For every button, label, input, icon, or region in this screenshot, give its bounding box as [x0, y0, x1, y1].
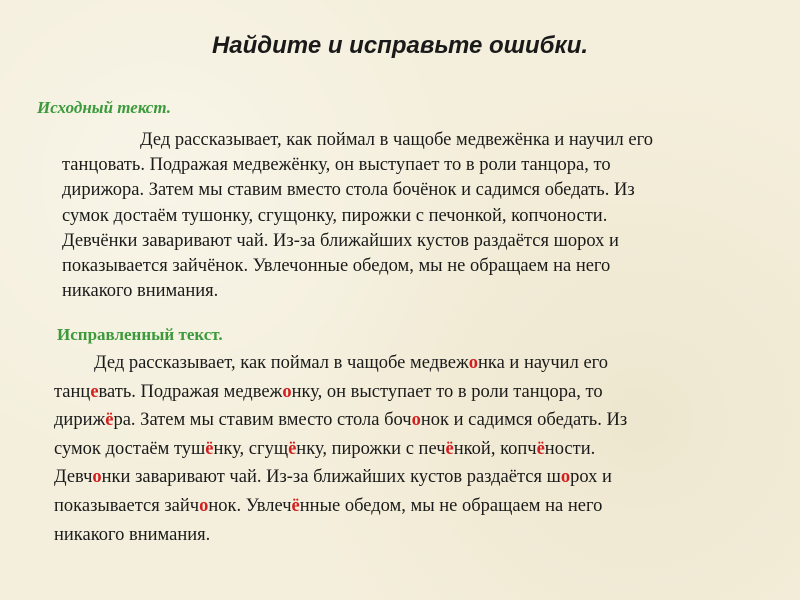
text-line: сумок достаём тушонку, сгущонку, пирожки с печонкой, копчоности. — [62, 205, 608, 226]
text-line: Дед рассказывает, как поймал в чащобе медвежёнка и научил его — [140, 130, 653, 150]
corrected-letter: о — [411, 410, 421, 431]
text-segment: рох и — [570, 467, 612, 488]
page-title: Найдите и исправьте ошибки. — [211, 32, 589, 59]
text-segment: нкой, копч — [453, 438, 537, 459]
text-segment: нные обедом, мы не обращаем на него — [299, 495, 603, 516]
text-segment: ра. Затем мы ставим вместо стола боч — [113, 410, 412, 431]
text-segment: нки заваривают чай. Из-за ближайших кустов раздаётся ш — [101, 467, 561, 488]
corrected-letter: ё — [205, 438, 214, 459]
text-segment: вать. Подражая медвеж — [98, 381, 283, 402]
text-line: танцовать. Подражая медвежёнку, он выступает то в роли танцора, то — [62, 155, 611, 176]
text-segment: Дед рассказывает, как поймал в чащобе медвеж — [94, 353, 469, 373]
corrected-letter: ё — [445, 438, 454, 459]
corrected-letter: ё — [291, 495, 300, 516]
text-line: показывается зайчёнок. Увлечонные обедом, мы не обращаем на него — [62, 256, 611, 277]
text-segment: нку, пирожки с печ — [296, 438, 446, 459]
text-segment: сумок достаём туш — [54, 438, 206, 459]
text-line — [54, 378, 754, 407]
original-text-paragraph — [62, 128, 762, 304]
corrected-letter: ё — [288, 438, 297, 459]
text-line: дирижора. Затем мы ставим вместо стола бочёнок и садимся обедать. Из — [62, 180, 635, 201]
text-line — [54, 349, 754, 378]
text-segment: никакого внимания. — [54, 524, 211, 545]
text-line: Девчёнки заваривают чай. Из-за ближайших кустов раздаётся шорох и — [62, 230, 619, 251]
text-line — [54, 521, 754, 550]
text-segment: показывается зайч — [54, 495, 200, 516]
corrected-text-heading: Исправленный текст. — [57, 325, 223, 344]
corrected-letter: ё — [536, 438, 545, 459]
corrected-letter: о — [199, 495, 209, 516]
text-segment: ности. — [544, 438, 596, 459]
text-segment: нку, сгущ — [213, 438, 289, 459]
corrected-letter: е — [90, 381, 99, 402]
text-segment: нку, он выступает то в роли танцора, то — [291, 381, 603, 402]
text-line: никакого внимания. — [62, 281, 219, 302]
corrected-text-paragraph — [54, 349, 754, 549]
text-segment: танц — [54, 381, 91, 402]
text-segment: нок. Увлеч — [208, 495, 292, 516]
text-segment: Девч — [54, 467, 93, 488]
text-segment: нок и садимся обедать. Из — [420, 410, 628, 431]
text-line — [54, 435, 754, 464]
text-line — [54, 492, 754, 521]
corrected-letter: о — [92, 467, 102, 488]
text-line — [54, 406, 754, 435]
original-text-heading: Исходный текст. — [37, 98, 172, 117]
text-line — [54, 463, 754, 492]
corrected-letter: ё — [105, 410, 114, 431]
corrected-letter: о — [282, 381, 292, 402]
corrected-letter: о — [560, 467, 571, 488]
text-segment: нка и научил его — [477, 353, 609, 373]
text-segment: дириж — [54, 410, 106, 431]
corrected-letter: о — [468, 353, 478, 373]
